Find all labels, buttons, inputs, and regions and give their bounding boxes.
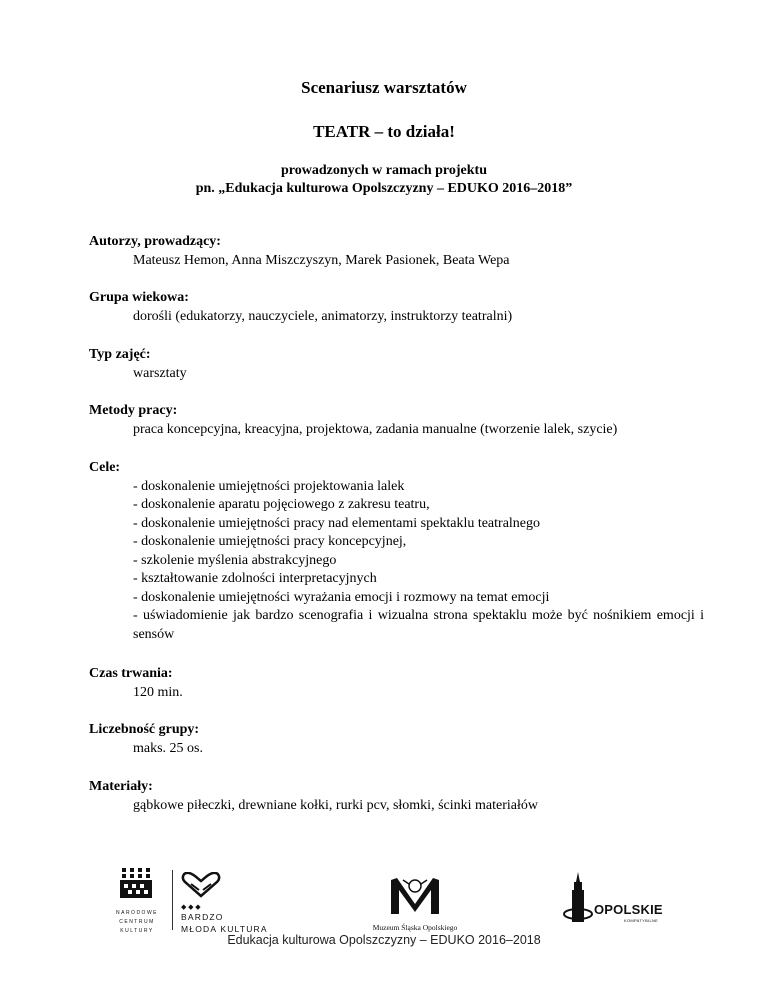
section-methods — [89, 402, 704, 439]
sponsor-logos — [0, 860, 768, 940]
project-lead-line2: pn. „Edukacja kulturowa Opolszczyzny – EDUKO 2016–2018” — [195, 181, 573, 196]
section-group-size — [89, 721, 704, 758]
section-label: Autorzy, prowadzący: — [89, 234, 221, 249]
section-label: Liczebność grupy: — [89, 722, 200, 737]
goal-item: - doskonalenie umiejętności pracy nad elementami spektaklu teatralnego — [133, 515, 541, 531]
museum-logo — [360, 874, 470, 934]
goal-item: - doskonalenie aparatu pojęciowego z zakresu teatru, — [133, 497, 430, 512]
nck-line1: NARODOWE — [116, 910, 158, 916]
section-duration — [89, 665, 704, 702]
bmk-dots-icon: ◆ ◆ ◆ — [181, 903, 201, 911]
section-label: Typ zajęć: — [89, 347, 151, 362]
section-label: Metody pracy: — [89, 403, 178, 418]
section-value: gąbkowe piłeczki, drewniane kołki, rurki pcv, słomki, ścinki materiałów — [133, 797, 538, 813]
bmk-line2: MŁODA KULTURA — [181, 924, 268, 934]
section-value: maks. 25 os. — [133, 740, 203, 756]
document-title: Scenariusz warsztatów — [301, 78, 467, 97]
section-value: Mateusz Hemon, Anna Miszczyszyn, Marek Pasionek, Beata Wepa — [133, 252, 510, 268]
section-materials — [89, 778, 704, 815]
goal-item: - uświadomienie jak bardzo scenografia i wizualna strona spektaklu może być nośnikiem emocji i sensów — [133, 608, 704, 642]
section-goals — [89, 459, 704, 644]
section-value: 120 min. — [133, 684, 183, 700]
section-value: dorośli (edukatorzy, nauczyciele, animatorzy, instruktorzy teatralni) — [133, 308, 513, 324]
museum-name: Muzeum Śląska Opolskiego — [372, 923, 458, 932]
opolskie-tagline: KOMPATYBILNE — [624, 918, 659, 923]
heart-hands-icon — [181, 872, 221, 898]
nck-line2: CENTRUM — [119, 919, 155, 925]
project-lead-line1: prowadzonych w ramach projektu — [281, 163, 487, 178]
tower-icon — [560, 870, 596, 926]
section-value: warsztaty — [133, 365, 187, 381]
section-age-group — [89, 289, 704, 326]
section-type — [89, 346, 704, 383]
nck-line3: KULTURY — [120, 928, 154, 934]
goal-item: - kształtowanie zdolności interpretacyjnych — [133, 571, 377, 586]
opolskie-name: OPOLSKIE — [594, 902, 663, 917]
bmk-logo — [181, 872, 291, 936]
section-label: Czas trwania: — [89, 666, 173, 681]
section-authors — [89, 233, 704, 270]
section-label: Grupa wiekowa: — [89, 290, 189, 305]
goal-item: - doskonalenie umiejętności pracy koncepcyjnej, — [133, 534, 407, 549]
nck-emblem-icon — [112, 866, 162, 902]
workshop-title: TEATR – to działa! — [313, 122, 455, 141]
goal-item: - doskonalenie umiejętności projektowania lalek — [133, 478, 405, 494]
section-label: Materiały: — [89, 779, 153, 794]
goal-item: - szkolenie myślenia abstrakcyjnego — [133, 552, 337, 568]
goal-item: - doskonalenie umiejętności wyrażania emocji i rozmowy na temat emocji — [133, 589, 550, 605]
logo-divider — [172, 870, 173, 930]
footer-project-name: Edukacja kulturowa Opolszczyzny – EDUKO 2016–2018 — [227, 933, 541, 947]
museum-m-eagle-icon — [385, 874, 445, 916]
section-value: praca koncepcyjna, kreacyjna, projektowa, zadania manualne (tworzenie lalek, szycie) — [133, 421, 618, 437]
bmk-line1: BARDZO — [181, 912, 224, 922]
section-label: Cele: — [89, 460, 121, 475]
opolskie-logo — [560, 870, 670, 934]
nck-logo — [112, 866, 162, 936]
